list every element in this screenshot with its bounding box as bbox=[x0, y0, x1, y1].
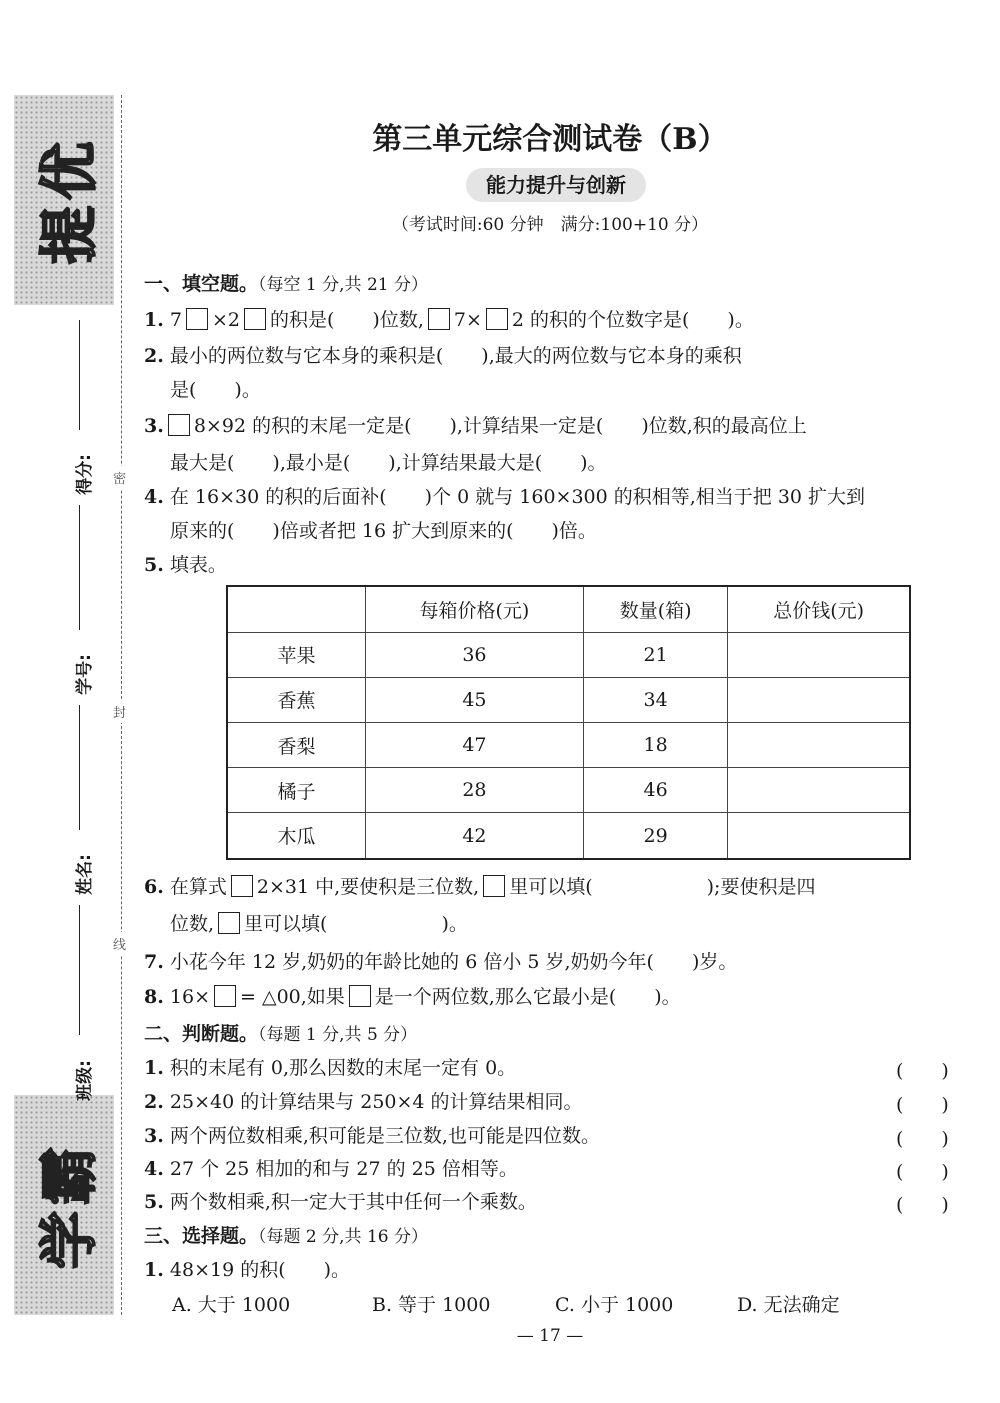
table-row bbox=[227, 722, 910, 767]
field-class-label: 班级: bbox=[74, 1060, 95, 1101]
question-text: 积的末尾有 0,那么因数的末尾一定有 0。 bbox=[169, 1057, 517, 1079]
seal-char-xian: 线 bbox=[113, 932, 126, 955]
section1-note: （每空 1 分,共 21 分） bbox=[258, 275, 428, 295]
question-1-3 bbox=[144, 414, 807, 438]
table-cell: 42 bbox=[366, 813, 584, 859]
question-number: 1. bbox=[144, 1057, 164, 1079]
table-cell: 34 bbox=[583, 677, 727, 722]
question-text: 小花今年 12 岁,奶奶的年龄比她的 6 倍小 5 岁,奶奶今年( )岁。 bbox=[169, 951, 738, 973]
section3-heading bbox=[144, 1224, 428, 1249]
answer-box[interactable] bbox=[186, 308, 208, 330]
table-header-cell: 每箱价格(元) bbox=[366, 586, 584, 632]
question-text: 48×19 的积( )。 bbox=[169, 1259, 351, 1281]
question-number: 1. bbox=[144, 1259, 164, 1281]
field-rule-name bbox=[79, 705, 80, 830]
seal-char-mi: 密 bbox=[113, 466, 126, 489]
question-text: 8×92 的积的末尾一定是( ),计算结果一定是( )位数,积的最高位上 bbox=[193, 415, 807, 437]
page-subtitle: 能力提升与创新 bbox=[466, 168, 646, 202]
choice-option-b[interactable]: B. 等于 1000 bbox=[372, 1294, 491, 1316]
table-cell: 47 bbox=[366, 722, 584, 767]
table-header-row bbox=[227, 586, 910, 632]
question-text: 的积是( )位数, bbox=[270, 309, 424, 331]
field-rule-score bbox=[79, 320, 80, 430]
table-cell: 28 bbox=[366, 768, 584, 813]
field-score-label: 得分: bbox=[74, 454, 95, 495]
table-answer-cell[interactable] bbox=[728, 722, 910, 767]
answer-box[interactable] bbox=[218, 912, 240, 934]
question-1-6 bbox=[144, 875, 815, 899]
bottom-stamp bbox=[14, 1095, 114, 1315]
table-answer-cell[interactable] bbox=[728, 677, 910, 722]
question-text: 16× bbox=[169, 986, 210, 1008]
section2-note: （每题 1 分,共 5 分） bbox=[258, 1025, 418, 1045]
choice-option-d[interactable]: D. 无法确定 bbox=[737, 1294, 840, 1316]
table-cell: 29 bbox=[583, 813, 727, 859]
question-1-4 bbox=[144, 485, 865, 509]
question-text: 2 的积的个位数字是( )。 bbox=[511, 309, 754, 331]
answer-box[interactable] bbox=[244, 308, 266, 330]
choice-option-a[interactable]: A. 大于 1000 bbox=[172, 1294, 291, 1316]
question-number: 4. bbox=[144, 486, 164, 508]
question-1-2-cont: 是( )。 bbox=[170, 379, 261, 401]
choice-question-1 bbox=[144, 1258, 350, 1282]
table-cell: 18 bbox=[583, 722, 727, 767]
exam-info: （考试时间:60 分钟 满分:100+10 分） bbox=[391, 215, 709, 235]
table-row bbox=[227, 677, 910, 722]
field-rule-id bbox=[79, 505, 80, 630]
table-answer-cell[interactable] bbox=[728, 768, 910, 813]
table-row bbox=[227, 632, 910, 677]
table-header-cell: 数量(箱) bbox=[583, 586, 727, 632]
section2-heading bbox=[144, 1022, 417, 1047]
table-row bbox=[227, 813, 910, 859]
table-answer-cell[interactable] bbox=[728, 632, 910, 677]
question-1-2 bbox=[144, 344, 742, 368]
question-number: 6. bbox=[144, 876, 164, 898]
question-number: 7. bbox=[144, 951, 164, 973]
question-number: 3. bbox=[144, 415, 164, 437]
question-text: 7× bbox=[453, 309, 482, 331]
table-cell: 21 bbox=[583, 632, 727, 677]
question-text: 填表。 bbox=[169, 554, 227, 576]
answer-box[interactable] bbox=[349, 985, 371, 1007]
answer-box[interactable] bbox=[231, 875, 253, 897]
field-name-label: 姓名: bbox=[74, 854, 95, 895]
question-number: 2. bbox=[144, 345, 164, 367]
table-cell: 橘子 bbox=[227, 768, 366, 813]
question-text: 7 bbox=[169, 309, 182, 331]
judge-answer-paren[interactable]: ( ) bbox=[896, 1060, 949, 1082]
question-text: 两个数相乘,积一定大于其中任何一个乘数。 bbox=[169, 1191, 537, 1213]
question-text: 最小的两位数与它本身的乘积是( ),最大的两位数与它本身的乘积 bbox=[169, 345, 742, 367]
judge-answer-paren[interactable]: ( ) bbox=[896, 1094, 949, 1116]
seal-char-feng: 封 bbox=[113, 700, 126, 723]
question-text: 在 16×30 的积的后面补( )个 0 就与 160×300 的积相等,相当于把 30 扩大到 bbox=[169, 486, 866, 508]
table-answer-cell[interactable] bbox=[728, 813, 910, 859]
judge-item-3 bbox=[144, 1124, 600, 1148]
table-cell: 46 bbox=[583, 768, 727, 813]
choice-option-c[interactable]: C. 小于 1000 bbox=[555, 1294, 674, 1316]
question-text: 里可以填( )。 bbox=[244, 913, 468, 935]
question-text: 在算式 bbox=[169, 876, 227, 898]
question-number: 1. bbox=[144, 309, 164, 331]
answer-box[interactable] bbox=[486, 308, 508, 330]
table-cell: 香梨 bbox=[227, 722, 366, 767]
judge-item-5 bbox=[144, 1190, 537, 1214]
table-row bbox=[227, 768, 910, 813]
question-1-5 bbox=[144, 553, 227, 577]
table-cell: 36 bbox=[366, 632, 584, 677]
judge-item-4 bbox=[144, 1157, 518, 1181]
table-cell: 木瓜 bbox=[227, 813, 366, 859]
question-text: 25×40 的计算结果与 250×4 的计算结果相同。 bbox=[169, 1091, 583, 1113]
field-id-label: 学号: bbox=[74, 654, 95, 695]
judge-item-2 bbox=[144, 1090, 583, 1114]
question-text: 27 个 25 相加的和与 27 的 25 倍相等。 bbox=[169, 1158, 518, 1180]
question-text: = △00,如果 bbox=[240, 986, 345, 1008]
question-1-8 bbox=[144, 985, 681, 1009]
question-number: 2. bbox=[144, 1091, 164, 1113]
question-1-4-cont: 原来的( )倍或者把 16 扩大到原来的( )倍。 bbox=[170, 520, 597, 542]
table-cell: 苹果 bbox=[227, 632, 366, 677]
top-stamp-text: 提优 bbox=[35, 135, 104, 265]
question-text: 两个两位数相乘,积可能是三位数,也可能是四位数。 bbox=[169, 1125, 600, 1147]
answer-box[interactable] bbox=[428, 308, 450, 330]
question-1-7 bbox=[144, 950, 737, 974]
question-text: 是一个两位数,那么它最小是( )。 bbox=[374, 986, 681, 1008]
table-cell: 45 bbox=[366, 677, 584, 722]
answer-box[interactable] bbox=[483, 875, 505, 897]
question-text: 位数, bbox=[170, 913, 215, 935]
question-number: 8. bbox=[144, 986, 164, 1008]
judge-answer-paren[interactable]: ( ) bbox=[896, 1161, 949, 1183]
question-1-1 bbox=[144, 308, 754, 332]
question-number: 4. bbox=[144, 1158, 164, 1180]
question-text: ×2 bbox=[211, 309, 240, 331]
section1-title: 一、填空题。 bbox=[144, 273, 259, 295]
section3-title: 三、选择题。 bbox=[144, 1225, 259, 1247]
question-1-3-cont: 最大是( ),最小是( ),计算结果最大是( )。 bbox=[170, 452, 607, 474]
judge-answer-paren[interactable]: ( ) bbox=[896, 1194, 949, 1216]
page-number: — 17 — bbox=[516, 1326, 584, 1346]
question-number: 3. bbox=[144, 1125, 164, 1147]
judge-answer-paren[interactable]: ( ) bbox=[896, 1128, 949, 1150]
table-header-cell: 总价钱(元) bbox=[728, 586, 910, 632]
section3-note: （每题 2 分,共 16 分） bbox=[258, 1227, 428, 1247]
table-cell: 香蕉 bbox=[227, 677, 366, 722]
question-number: 5. bbox=[144, 1191, 164, 1213]
section2-title: 二、判断题。 bbox=[144, 1023, 259, 1045]
answer-box[interactable] bbox=[214, 985, 236, 1007]
answer-box[interactable] bbox=[168, 414, 190, 436]
question-number: 5. bbox=[144, 554, 164, 576]
price-table bbox=[226, 585, 911, 860]
question-text: 里可以填( );要使积是四 bbox=[509, 876, 816, 898]
table-header-cell bbox=[227, 586, 366, 632]
section1-heading bbox=[144, 272, 428, 297]
question-text: 2×31 中,要使积是三位数, bbox=[256, 876, 480, 898]
field-rule-class bbox=[79, 905, 80, 1035]
question-1-6-cont bbox=[170, 912, 468, 936]
page-title: 第三单元综合测试卷（B） bbox=[372, 122, 728, 157]
bottom-stamp-text: 学霸 bbox=[35, 1140, 104, 1270]
judge-item-1 bbox=[144, 1056, 516, 1080]
